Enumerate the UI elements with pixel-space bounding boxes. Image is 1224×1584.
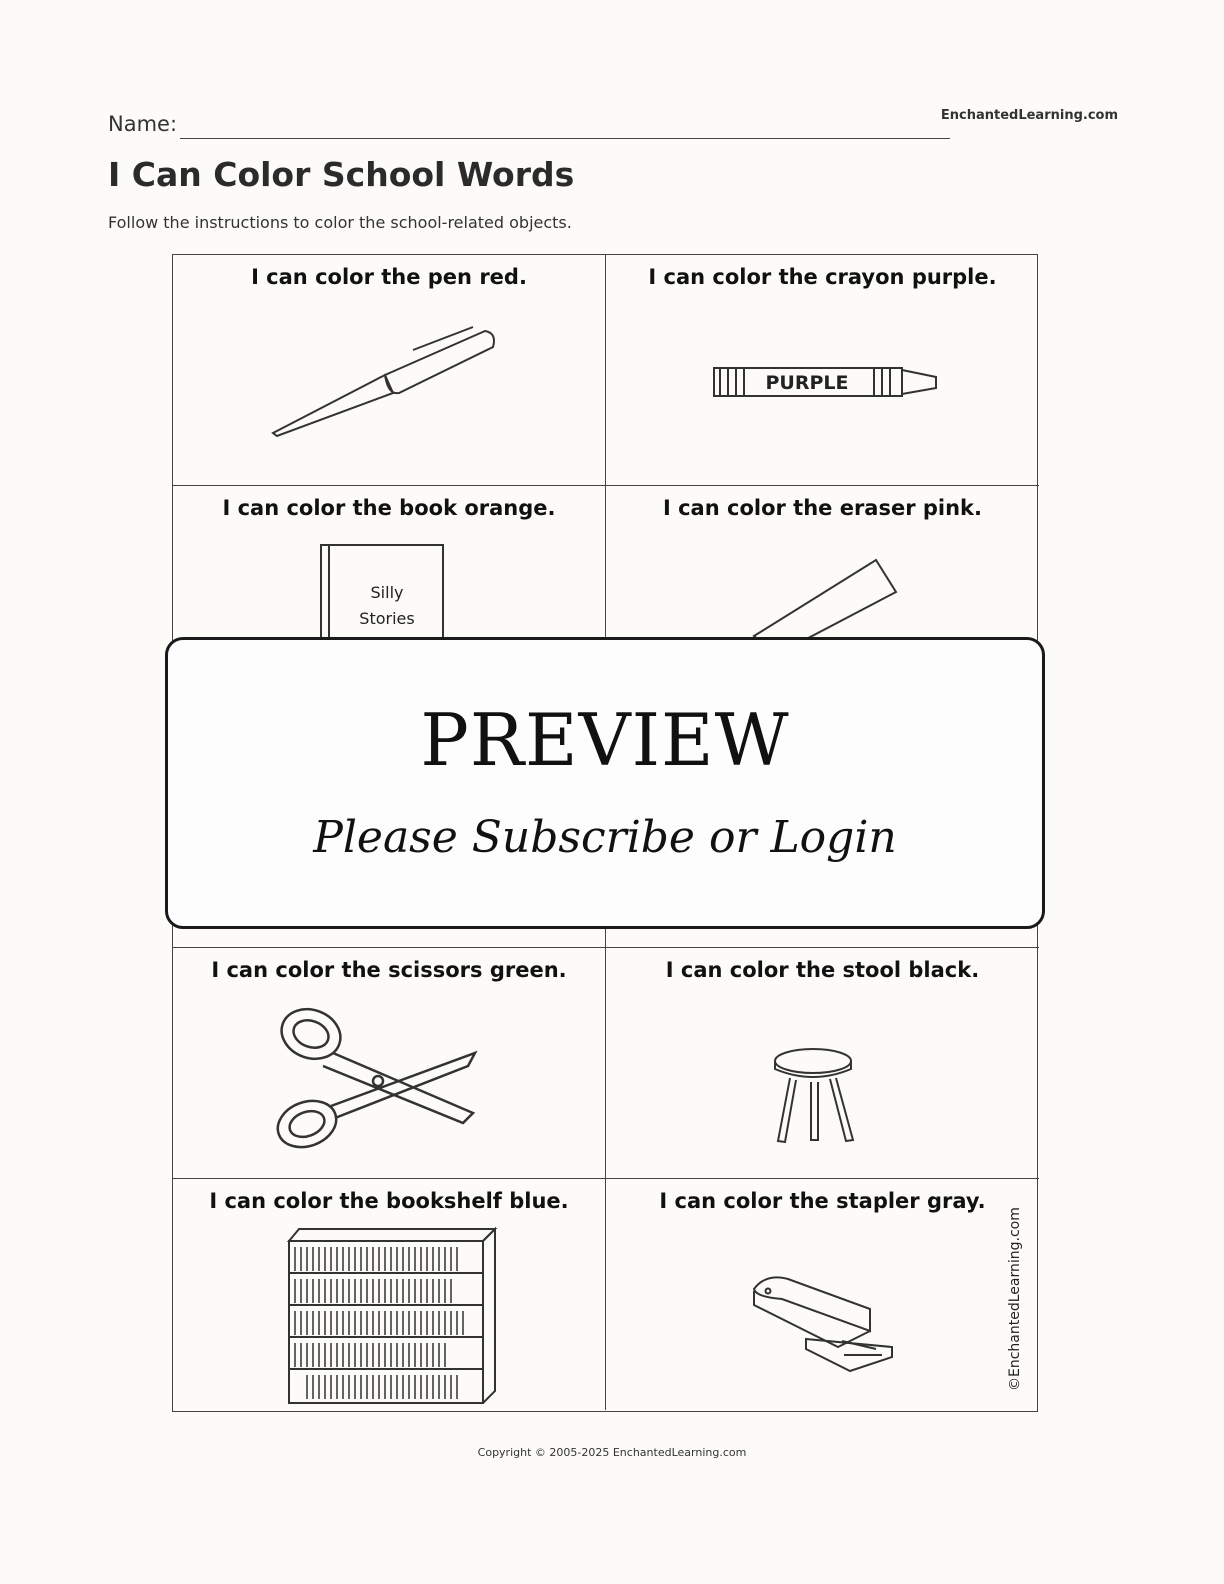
cell-caption: I can color the pen red. <box>251 265 527 289</box>
cell-stapler <box>606 1179 1039 1410</box>
bookshelf-icon <box>173 1179 606 1413</box>
cell-caption: I can color the scissors green. <box>211 958 567 982</box>
stool-icon <box>606 948 1039 1179</box>
cell-stool <box>606 948 1039 1179</box>
cell-caption: I can color the stapler gray. <box>659 1189 986 1213</box>
book-title-line2: Stories <box>359 609 415 628</box>
cell-caption: I can color the book orange. <box>222 496 556 520</box>
cell-scissors <box>173 948 606 1179</box>
footer-copyright: Copyright © 2005-2025 EnchantedLearning.com <box>477 1446 747 1459</box>
stapler-icon <box>606 1179 1039 1413</box>
page-subtitle: Follow the instructions to color the school-related objects. <box>108 213 572 232</box>
cell-bookshelf <box>173 1179 606 1410</box>
pen-icon <box>173 255 606 486</box>
name-row <box>108 108 1118 144</box>
preview-title: PREVIEW <box>420 698 790 782</box>
crayon-label: PURPLE <box>765 372 849 394</box>
scissors-icon <box>173 948 606 1179</box>
name-label: Name: <box>108 112 178 136</box>
crayon-icon <box>606 255 1039 486</box>
cell-pen <box>173 255 606 486</box>
cell-caption: I can color the crayon purple. <box>648 265 997 289</box>
vertical-copyright-mark: ©EnchantedLearning.com <box>1007 1207 1023 1391</box>
cell-caption: I can color the stool black. <box>665 958 980 982</box>
page-title: I Can Color School Words <box>108 155 575 194</box>
site-logo-text: EnchantedLearning.com <box>940 108 1118 123</box>
preview-overlay[interactable] <box>165 637 1045 929</box>
subscribe-login-link[interactable]: Please Subscribe or Login <box>313 812 897 863</box>
cell-caption: I can color the eraser pink. <box>662 496 983 520</box>
cell-caption: I can color the bookshelf blue. <box>209 1189 569 1213</box>
book-title-line1: Silly <box>370 583 404 602</box>
name-line[interactable] <box>180 138 950 139</box>
cell-crayon <box>606 255 1039 486</box>
